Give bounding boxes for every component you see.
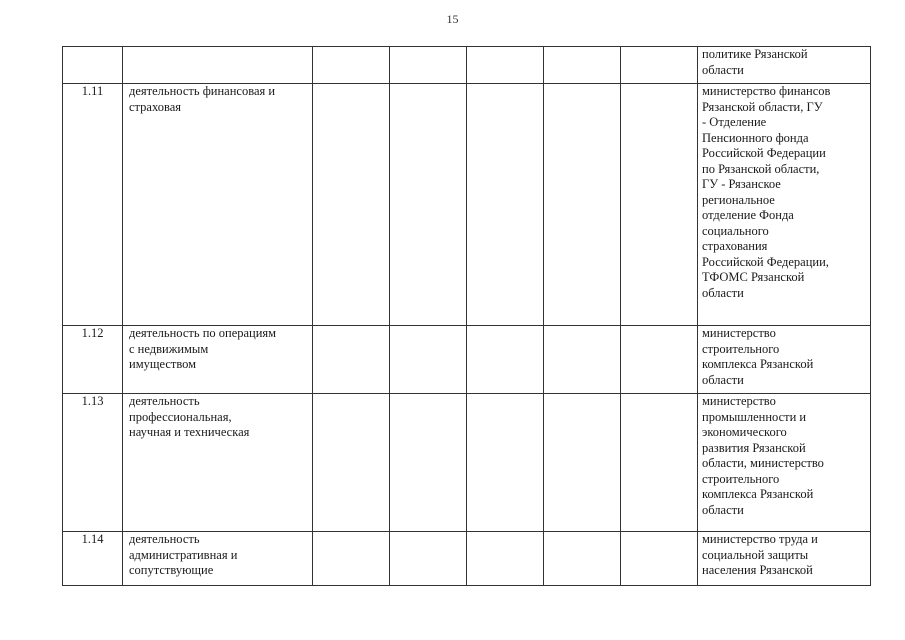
- empty-cell: [467, 47, 544, 84]
- empty-cell: [313, 326, 390, 394]
- empty-cell: [544, 394, 621, 532]
- responsible-cell: министерство финансов Рязанской области, ГУ - Отделение Пенсионного фонда Российской Федерации по Рязанской области, ГУ - Рязанское региональное отделение Фонда социального страхования Российской Федерации, ТФОМС Рязанской области: [698, 84, 871, 326]
- table-row: [63, 84, 871, 326]
- activity-cell: деятельность административная и сопутствующие: [123, 532, 313, 586]
- table-row: [63, 532, 871, 586]
- data-table: [62, 46, 871, 586]
- responsible-cell: министерство труда и социальной защиты населения Рязанской: [698, 532, 871, 586]
- empty-cell: [544, 532, 621, 586]
- table-row: [63, 394, 871, 532]
- empty-cell: [467, 84, 544, 326]
- row-number-cell: 1.13: [63, 394, 123, 532]
- activity-cell: деятельность по операциям с недвижимым имуществом: [123, 326, 313, 394]
- activity-cell: деятельность профессиональная, научная и техническая: [123, 394, 313, 532]
- table-row: [63, 47, 871, 84]
- empty-cell: [390, 84, 467, 326]
- empty-cell: [467, 394, 544, 532]
- responsible-cell: министерство строительного комплекса Рязанской области: [698, 326, 871, 394]
- empty-cell: [390, 394, 467, 532]
- empty-cell: [390, 47, 467, 84]
- responsible-cell: министерство промышленности и экономического развития Рязанской области, министерство строительного комплекса Рязанской области: [698, 394, 871, 532]
- row-number-cell: 1.14: [63, 532, 123, 586]
- empty-cell: [313, 84, 390, 326]
- empty-cell: [621, 532, 698, 586]
- empty-cell: [467, 326, 544, 394]
- empty-cell: [313, 47, 390, 84]
- empty-cell: [313, 394, 390, 532]
- responsible-cell: политике Рязанской области: [698, 47, 871, 84]
- empty-cell: [621, 394, 698, 532]
- row-number-cell: 1.12: [63, 326, 123, 394]
- activity-cell: деятельность финансовая и страховая: [123, 84, 313, 326]
- empty-cell: [544, 47, 621, 84]
- page-number: 15: [446, 12, 459, 26]
- empty-cell: [313, 532, 390, 586]
- row-number-cell: [63, 47, 123, 84]
- empty-cell: [544, 84, 621, 326]
- activity-cell: [123, 47, 313, 84]
- empty-cell: [621, 326, 698, 394]
- empty-cell: [467, 532, 544, 586]
- table-row: [63, 326, 871, 394]
- row-number-cell: 1.11: [63, 84, 123, 326]
- empty-cell: [621, 84, 698, 326]
- empty-cell: [544, 326, 621, 394]
- empty-cell: [390, 532, 467, 586]
- empty-cell: [390, 326, 467, 394]
- empty-cell: [621, 47, 698, 84]
